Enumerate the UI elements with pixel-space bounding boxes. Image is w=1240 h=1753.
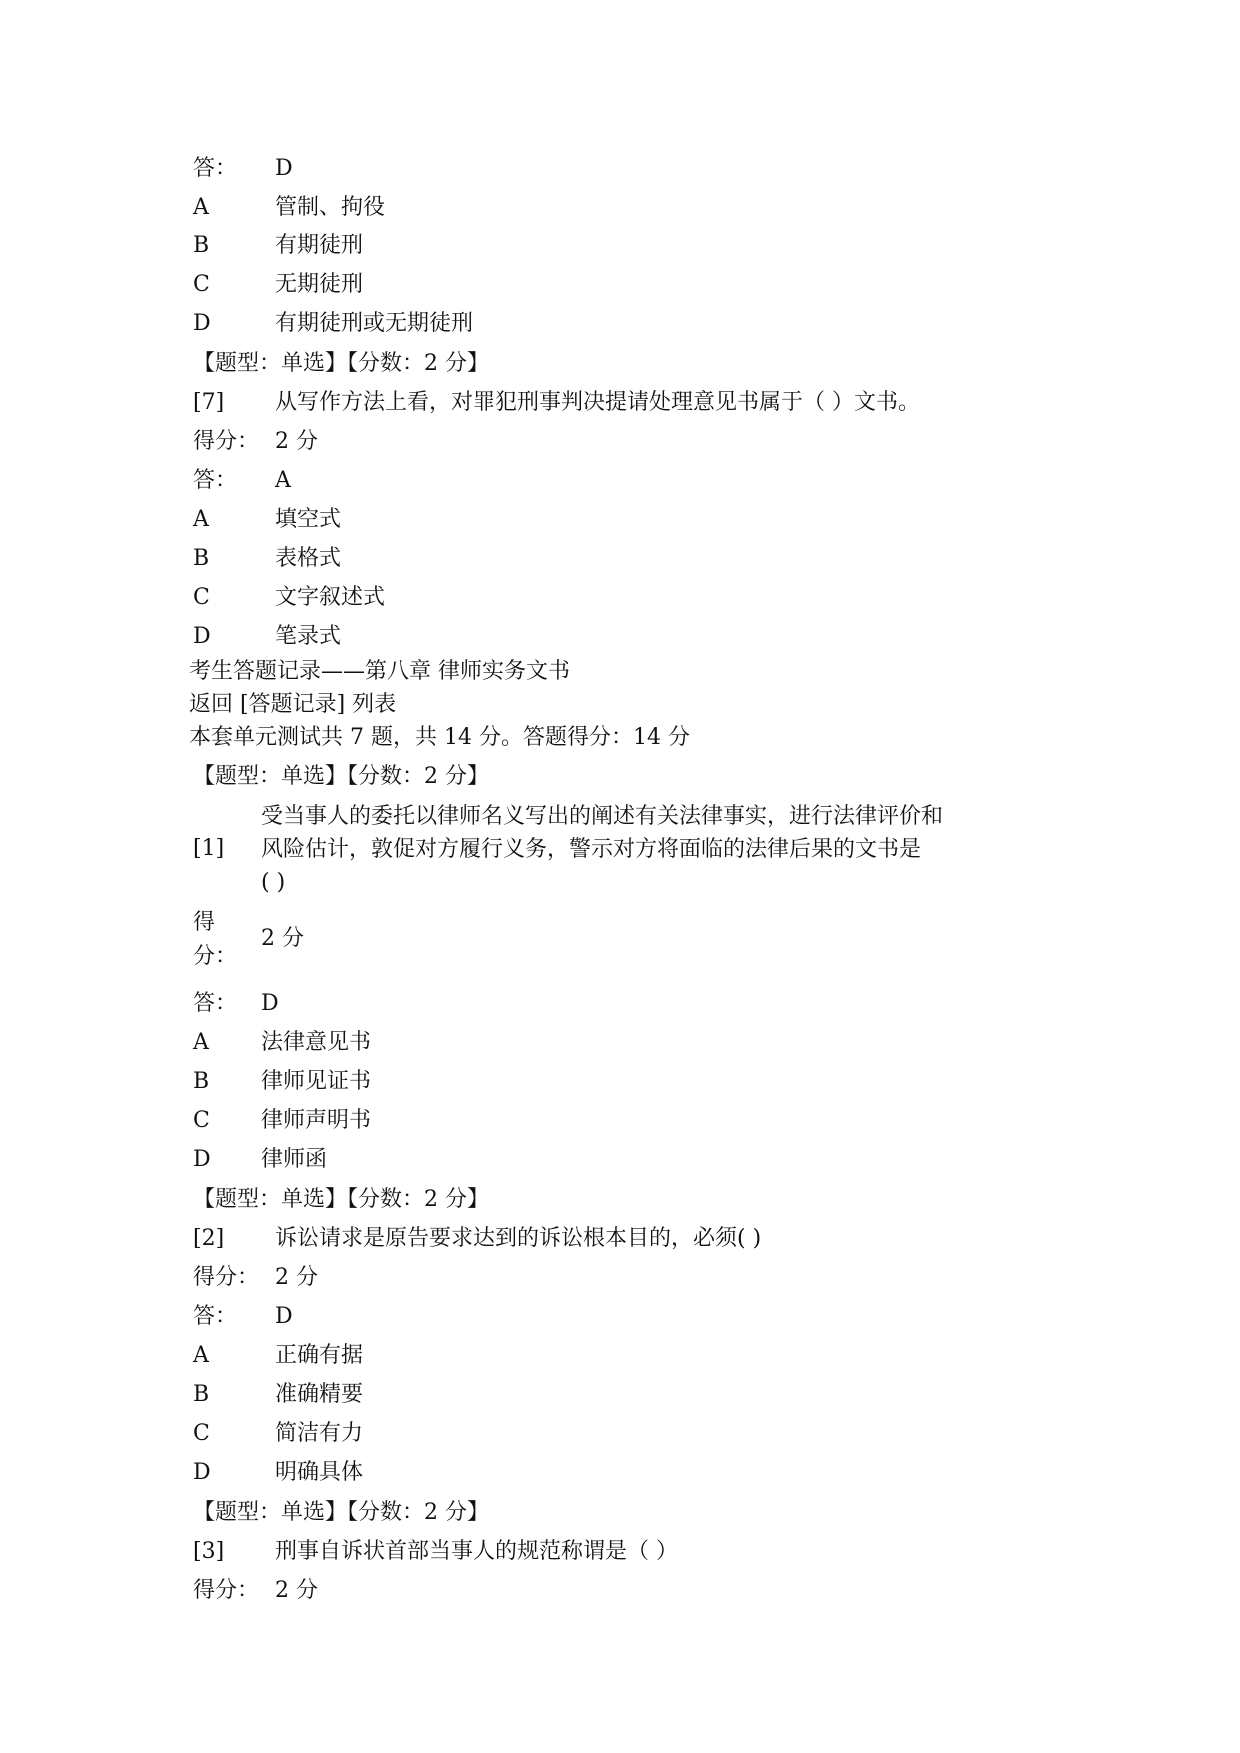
c8q1-score-row [193, 906, 304, 974]
option-text: 法律意见书 [261, 1030, 372, 1055]
option-letter: A [193, 1030, 209, 1055]
c8q3-score-row [193, 1575, 318, 1607]
c8q2-option-a [193, 1340, 363, 1372]
q7-question-row [193, 387, 920, 419]
back-to-records-link[interactable]: 返回 [答题记录] 列表 [189, 692, 397, 717]
option-letter: D [193, 1147, 211, 1172]
c8q2-answer-row [193, 1301, 293, 1333]
option-letter: C [193, 585, 210, 610]
option-letter: D [193, 311, 211, 336]
option-letter: B [193, 1069, 210, 1094]
option-text: 文字叙述式 [275, 585, 386, 610]
c8q3-question-row [193, 1536, 678, 1568]
option-letter: C [193, 1421, 210, 1446]
option-text: 准确精要 [275, 1382, 364, 1407]
option-letter: A [193, 195, 209, 220]
option-text: 正确有据 [275, 1343, 364, 1368]
c8q2-type-line: 【题型：单选】【分数：2 分】 [193, 1187, 489, 1212]
c8q1-option-a [193, 1027, 371, 1059]
option-letter: A [193, 1343, 209, 1368]
option-letter: D [193, 624, 211, 649]
question-number: [1] [193, 836, 225, 861]
q7-option-d [193, 621, 341, 653]
score-label: 得分： [193, 1265, 260, 1290]
q7-type-line: 【题型：单选】【分数：2 分】 [193, 351, 489, 376]
option-letter: C [193, 272, 210, 297]
question-line: ( ) [261, 870, 286, 895]
score-value: 2 分 [275, 1265, 318, 1290]
answer-label: 答： [193, 156, 238, 181]
q6-option-d [193, 308, 473, 340]
c8q2-option-b [193, 1379, 363, 1411]
score-label: 得分： [193, 1578, 260, 1603]
question-number: [7] [193, 390, 225, 415]
c8q1-option-c [193, 1105, 371, 1137]
option-text: 管制、拘役 [275, 195, 386, 220]
question-text: 诉讼请求是原告要求达到的诉讼根本目的，必须( ) [275, 1226, 762, 1251]
option-letter: B [193, 1382, 210, 1407]
c8q3-type-line: 【题型：单选】【分数：2 分】 [193, 1500, 489, 1525]
option-text: 简洁有力 [275, 1421, 364, 1446]
score-label: 得分： [193, 429, 260, 454]
test-summary: 本套单元测试共 7 题，共 14 分。答题得分：14 分 [189, 725, 690, 750]
option-text: 填空式 [275, 507, 342, 532]
question-text: 从写作方法上看，对罪犯刑事判决提请处理意见书属于（ ）文书。 [275, 390, 920, 415]
q7-option-a [193, 504, 341, 536]
answer-value: D [275, 1304, 293, 1329]
q7-option-b [193, 543, 341, 575]
answer-value: D [275, 156, 293, 181]
q7-option-c [193, 582, 385, 614]
q7-score-row [193, 426, 318, 458]
q6-answer-row [193, 153, 293, 185]
score-value: 2 分 [275, 1578, 318, 1603]
question-line: 风险估计，敦促对方履行义务，警示对方将面临的法律后果的文书是 [261, 837, 922, 862]
answer-label: 答： [193, 1304, 238, 1329]
option-letter: A [193, 507, 209, 532]
option-letter: B [193, 546, 210, 571]
option-text: 表格式 [275, 546, 342, 571]
question-number: [3] [193, 1539, 225, 1564]
score-value: 2 分 [275, 429, 318, 454]
q6-option-a [193, 192, 385, 224]
question-number: [2] [193, 1226, 225, 1251]
option-text: 有期徒刑或无期徒刑 [275, 311, 474, 336]
c8q1-answer-row [193, 988, 279, 1020]
option-letter: C [193, 1108, 210, 1133]
option-text: 无期徒刑 [275, 272, 364, 297]
answer-label: 答： [193, 991, 238, 1016]
question-line: 受当事人的委托以律师名义写出的阐述有关法律事实，进行法律评价和 [261, 804, 944, 829]
c8q1-option-b [193, 1066, 371, 1098]
q6-option-b [193, 230, 363, 262]
option-text: 明确具体 [275, 1460, 364, 1485]
option-letter: D [193, 1460, 211, 1485]
c8q2-option-d [193, 1457, 363, 1489]
question-text: 刑事自诉状首部当事人的规范称谓是（ ） [275, 1539, 678, 1564]
option-text: 律师见证书 [261, 1069, 372, 1094]
option-text: 笔录式 [275, 624, 342, 649]
option-letter: B [193, 233, 210, 258]
score-label-line: 分： [193, 944, 238, 969]
score-label [193, 906, 261, 974]
answer-value: A [275, 468, 291, 493]
answer-value: D [261, 991, 279, 1016]
c8q1-question-row [193, 800, 1041, 899]
c8q1-option-d [193, 1144, 327, 1176]
option-text: 律师声明书 [261, 1108, 372, 1133]
c8q1-type-line: 【题型：单选】【分数：2 分】 [193, 764, 489, 789]
chapter-title: 考生答题记录——第八章 律师实务文书 [189, 659, 570, 684]
c8q2-score-row [193, 1262, 318, 1294]
c8q2-question-row [193, 1223, 761, 1255]
option-text: 律师函 [261, 1147, 328, 1172]
q7-answer-row [193, 465, 291, 497]
score-label-line: 得 [193, 910, 216, 935]
answer-label: 答： [193, 468, 238, 493]
score-value: 2 分 [261, 926, 304, 951]
c8q2-option-c [193, 1418, 363, 1450]
question-text [261, 800, 1041, 899]
option-text: 有期徒刑 [275, 233, 364, 258]
q6-option-c [193, 269, 363, 301]
